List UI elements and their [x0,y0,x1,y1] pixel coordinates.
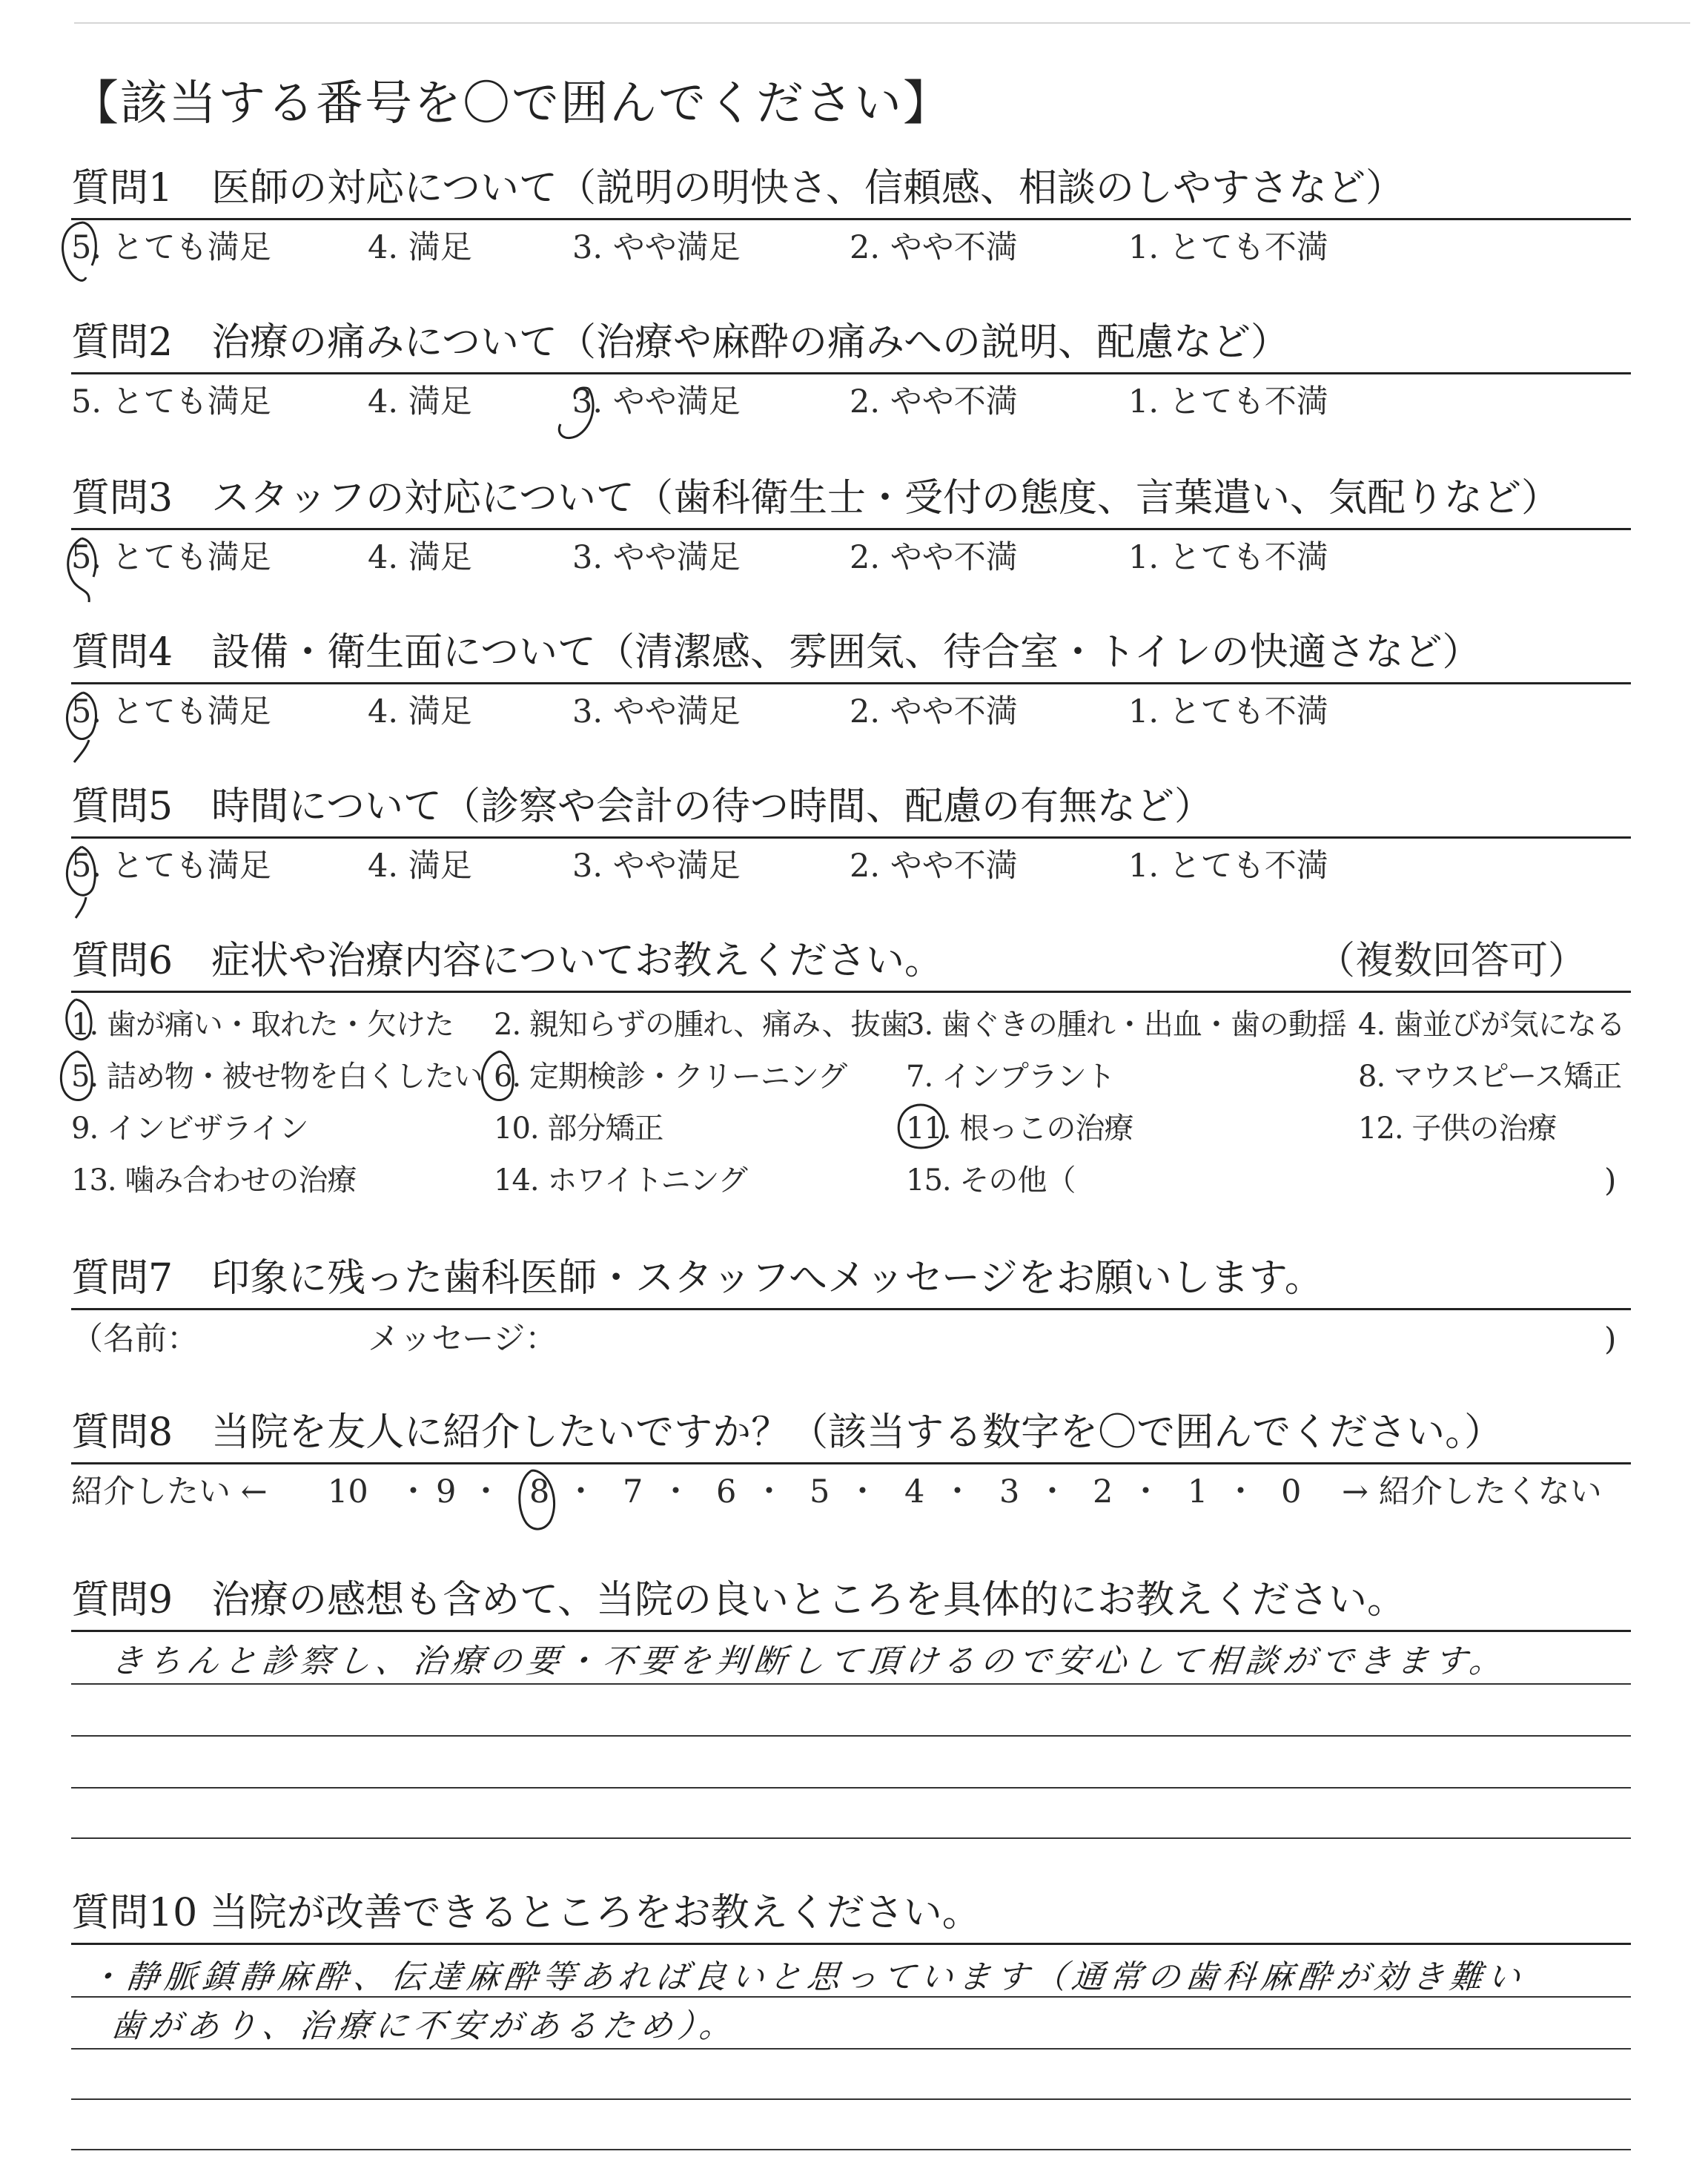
scale-dot: ・ [753,1473,785,1510]
scale-value-1[interactable]: 1 [1188,1473,1208,1510]
question-5 [71,783,1631,894]
question-9-rule [71,1630,1631,1632]
question-4-title: 質問4 設備・衛生面について（清潔感、雰囲気、待合室・トイレの快適さなど） [71,630,1481,675]
option-1[interactable]: 1. とても不満 [1128,383,1328,420]
handwritten-answer-line: きちんと診察し、治療の要・不要を判断して頂けるので安心して相談ができます。 [108,1642,1509,1680]
option-3[interactable]: 3. やや満足 [572,539,741,576]
question-4-rule [71,682,1631,684]
message-close-paren: ) [1604,1321,1617,1357]
handwritten-answer-line: ・静脈鎮静麻酔、伝達麻酔等あれば良いと思っています（通常の歯科麻酔が効き難い [86,1958,1528,1996]
question-7 [71,1255,1631,1366]
question-9 [71,1576,1631,1636]
symptom-option-7[interactable]: 7. インプラント [906,1060,1115,1094]
symptom-option-3[interactable]: 3. 歯ぐきの腫れ・出血・歯の動揺 [906,1008,1346,1042]
question-3-title: 質問3 スタッフの対応について（歯科衛生士・受付の態度、言葉遣い、気配りなど） [71,476,1560,521]
symptom-option-14[interactable]: 14. ホワイトニング [494,1163,747,1198]
question-3 [71,475,1631,586]
scale-left-label: 紹介したい ← [71,1473,268,1510]
scale-value-7[interactable]: 7 [623,1473,643,1510]
answer-rule [71,1787,1631,1789]
other-close-paren: ) [1604,1162,1617,1198]
option-3[interactable]: 3. やや満足 [572,693,741,730]
answer-rule [71,1735,1631,1737]
option-2[interactable]: 2. やや不満 [850,229,1018,266]
question-10 [71,1889,1631,1949]
option-4[interactable]: 4. 満足 [368,539,472,576]
scale-right-label: → 紹介したくない [1342,1473,1602,1510]
option-5[interactable]: 5. とても満足 [71,383,271,420]
option-1[interactable]: 1. とても不満 [1128,848,1328,885]
question-2-title: 質問2 治療の痛みについて（治療や麻酔の痛みへの説明、配慮など） [71,320,1290,365]
option-5[interactable]: 5. とても満足 [71,848,271,885]
question-8-rule [71,1462,1631,1464]
answer-rule [71,1683,1631,1685]
option-1[interactable]: 1. とても不満 [1128,229,1328,266]
answer-rule [71,2048,1631,2050]
symptom-option-13[interactable]: 13. 噛み合わせの治療 [71,1163,357,1198]
handwritten-answer-line: 歯があり、治療に不安があるため）。 [108,2007,740,2045]
symptom-option-1[interactable]: 1. 歯が痛い・取れた・欠けた [71,1008,454,1042]
question-7-title: 質問7 印象に残った歯科医師・スタッフへメッセージをお願いします。 [71,1256,1323,1301]
question-6 [71,937,1631,1212]
symptom-option-8[interactable]: 8. マウスピース矯正 [1358,1060,1622,1094]
question-5-title: 質問5 時間について（診察や会計の待つ時間、配慮の有無など） [71,785,1214,829]
question-6-rule [71,991,1631,993]
answer-rule [71,1996,1631,1998]
scale-value-10[interactable]: 10 [328,1473,368,1510]
option-5[interactable]: 5. とても満足 [71,539,271,576]
page-heading: 【該当する番号を〇で囲んでください】 [71,76,952,131]
scale-dot: ・ [1225,1473,1257,1510]
question-4 [71,629,1631,740]
option-2[interactable]: 2. やや不満 [850,848,1018,885]
symptom-option-6[interactable]: 6. 定期検診・クリーニング [494,1060,847,1094]
scale-value-6[interactable]: 6 [716,1473,737,1510]
question-7-rule [71,1308,1631,1310]
multiple-answer-note: （複数回答可） [1316,939,1586,983]
question-2 [71,319,1631,430]
scale-dot: ・ [847,1473,878,1510]
option-2[interactable]: 2. やや不満 [850,383,1018,420]
question-1-rule [71,218,1631,220]
question-8-title: 質問8 当院を友人に紹介したいですか？（該当する数字を〇で囲んでください。） [71,1410,1503,1455]
question-3-rule [71,528,1631,530]
scale-value-2[interactable]: 2 [1093,1473,1113,1510]
scale-value-0[interactable]: 0 [1281,1473,1302,1510]
option-2[interactable]: 2. やや不満 [850,539,1018,576]
scale-dot: ・ [1036,1473,1068,1510]
option-2[interactable]: 2. やや不満 [850,693,1018,730]
question-8 [71,1409,1631,1535]
scale-value-9[interactable]: 9 [436,1473,457,1510]
top-border-line [74,22,1690,24]
scale-value-4[interactable]: 4 [904,1473,925,1510]
question-1 [71,165,1631,276]
symptom-option-10[interactable]: 10. 部分矯正 [494,1112,663,1146]
question-6-title: 質問6 症状や治療内容についてお教えください。 [71,939,944,983]
question-1-title: 質問1 医師の対応について（説明の明快さ、信頼感、相談のしやすさなど） [71,166,1404,211]
scale-dot: ・ [397,1473,429,1510]
symptom-option-4[interactable]: 4. 歯並びが気になる [1358,1008,1625,1042]
question-2-rule [71,372,1631,374]
option-4[interactable]: 4. 満足 [368,693,472,730]
option-1[interactable]: 1. とても不満 [1128,539,1328,576]
option-3[interactable]: 3. やや満足 [572,383,741,420]
option-5[interactable]: 5. とても満足 [71,693,271,730]
scale-dot: ・ [565,1473,597,1510]
answer-rule [71,2098,1631,2100]
question-9-title: 質問9 治療の感想も含めて、当院の良いところを具体的にお教えください。 [71,1578,1406,1622]
question-10-rule [71,1943,1631,1945]
name-label: （名前： [71,1321,199,1358]
symptom-option-12[interactable]: 12. 子供の治療 [1358,1112,1557,1146]
answer-rule [71,2149,1631,2150]
scale-dot: ・ [1130,1473,1162,1510]
symptom-option-15[interactable]: 15. その他（ [906,1163,1076,1198]
option-4[interactable]: 4. 満足 [368,848,472,885]
option-4[interactable]: 4. 満足 [368,229,472,266]
symptom-option-11[interactable]: 11. 根っこの治療 [906,1112,1133,1146]
recommend-scale [71,1471,1631,1516]
scale-value-8[interactable]: 8 [529,1473,550,1510]
question-10-title: 質問10 当院が改善できるところをお教えください。 [71,1891,981,1935]
option-4[interactable]: 4. 満足 [368,383,472,420]
question-5-rule [71,836,1631,839]
option-5[interactable]: 5. とても満足 [71,229,271,266]
scale-dot: ・ [660,1473,692,1510]
answer-rule [71,1837,1631,1839]
scale-value-3[interactable]: 3 [999,1473,1020,1510]
option-1[interactable]: 1. とても不満 [1128,693,1328,730]
scale-value-5[interactable]: 5 [810,1473,830,1510]
symptom-option-5[interactable]: 5. 詰め物・被せ物を白くしたい [71,1060,483,1094]
option-3[interactable]: 3. やや満足 [572,848,741,885]
option-3[interactable]: 3. やや満足 [572,229,741,266]
message-label: メッセージ： [368,1321,557,1358]
scale-dot: ・ [941,1473,973,1510]
scale-dot: ・ [470,1473,502,1510]
symptom-option-9[interactable]: 9. インビザライン [71,1112,308,1146]
symptom-option-2[interactable]: 2. 親知らずの腫れ、痛み、抜歯 [494,1008,909,1042]
